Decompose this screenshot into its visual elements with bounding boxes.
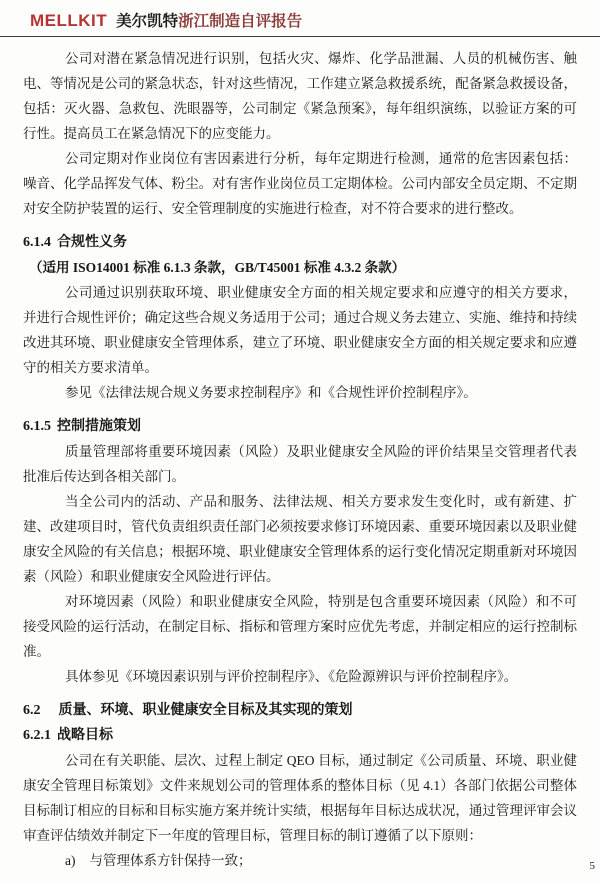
heading-text: 合规性义务 — [57, 235, 127, 250]
list-item-a — [23, 848, 577, 873]
paragraph-change-management: 当全公司内的活动、产品和服务、法律法规、相关方要求发生变化时，或有新建、扩建、改建项目时，管代负责组织责任部门必须按要求修订环境因素、重要环境因素以及职业健康安全风险的有关信息；根据环境、职业健康安全管理体系的运行变化情况定期重新对环境因素（风险）和职业健康安全风险进行评估。 — [23, 494, 577, 584]
heading-text: 战略目标 — [57, 728, 113, 743]
list-item-marker: a) — [65, 853, 76, 868]
heading-text: 质量、环境、职业健康安全目标及其实现的策划 — [58, 703, 353, 718]
heading-6-2 — [23, 698, 577, 723]
heading-number: 6.1.4 — [23, 235, 51, 250]
report-title: 浙江制造自评报告 — [178, 13, 303, 30]
heading-6-2-1 — [23, 723, 577, 748]
heading-number: 6.1.5 — [23, 419, 51, 434]
company-name: 美尔凯特 — [116, 13, 179, 30]
paragraph-reference-programs: 具体参见《环境因素识别与评价控制程序》、《危险源辨识与评价控制程序》。 — [65, 669, 518, 684]
heading-text: 控制措施策划 — [57, 419, 141, 434]
report-header — [0, 0, 600, 37]
paragraph-priority-control: 对环境因素（风险）和职业健康安全风险，特别是包含重要环境因素（风险）和不可接受风险的运行活动，在制定目标、指标和管理方案时应优先考虑，并制定相应的运行控制标准。 — [23, 594, 577, 659]
paragraph-hazard-analysis: 公司定期对作业岗位有害因素进行分析，每年定期进行检测，通常的危害因素包括：噪音、化学品挥发气体、粉尘。对有害作业岗位员工定期体检。公司内部安全员定期、不定期对安全防护装置的运行、安全管理制度的实施进行检查，对不符合要求的进行整改。 — [23, 151, 577, 216]
paragraph-emergency-identification: 公司对潜在紧急情况进行识别，包括火灾、爆炸、化学品泄漏、人员的机械伤害、触电、等情况是公司的紧急状态，针对这些情况，工作建立紧急救援系统，配备紧急救援设备，包括：灭火器、急救包、洗眼器等，公司制定《紧急预案》，每年组织演练，以验证方案的可行性。提高员工在紧急情况下的应变能力。 — [23, 51, 577, 141]
page-number: 5 — [589, 860, 595, 872]
heading-6-1-5 — [23, 414, 577, 439]
heading-number: 6.2.1 — [23, 728, 51, 743]
company-logo-text: MELLKIT — [30, 11, 108, 30]
paragraph-risk-evaluation-approval: 质量管理部将重要环境因素（风险）及职业健康安全风险的评价结果呈交管理者代表批准后传达到各相关部门。 — [23, 444, 577, 484]
paragraph-qeo-objectives: 公司在有关职能、层次、过程上制定 QEO 目标，通过制定《公司质量、环境、职业健康安全管理目标策划》文件来规划公司的管理体系的整体目标（见 4.1）各部门依据公司整体目标制订相应的目标和目标实施方案并统计实绩，根据每年目标达成状况，通过管理评审会议审查评估绩效并制定下一年度的管理目标，管理目标的制订遵循了以下原则： — [23, 753, 577, 843]
paragraph-compliance-obligations: 公司通过识别获取环境、职业健康安全方面的相关规定要求和应遵守的相关方要求，并进行合规性评价；确定这些合规义务适用于公司；通过合规义务去建立、实施、维持和持续改进其环境、职业健康安全管理体系，建立了环境、职业健康安全方面的相关规定要求和应遵守的相关方要求清单。 — [23, 285, 577, 375]
note-applicable-standards: （适用 ISO14001 标准 6.1.3 条款，GB/T45001 标准 4.3.2 条款） — [29, 260, 406, 275]
heading-6-1-4 — [23, 230, 577, 255]
paragraph-reference-compliance-procedures: 参见《法律法规合规义务要求控制程序》和《合规性评价控制程序》。 — [65, 385, 477, 400]
list-item-text: 与管理体系方针保持一致； — [89, 853, 252, 868]
document-body — [0, 37, 600, 873]
heading-number: 6.2 — [23, 703, 41, 718]
